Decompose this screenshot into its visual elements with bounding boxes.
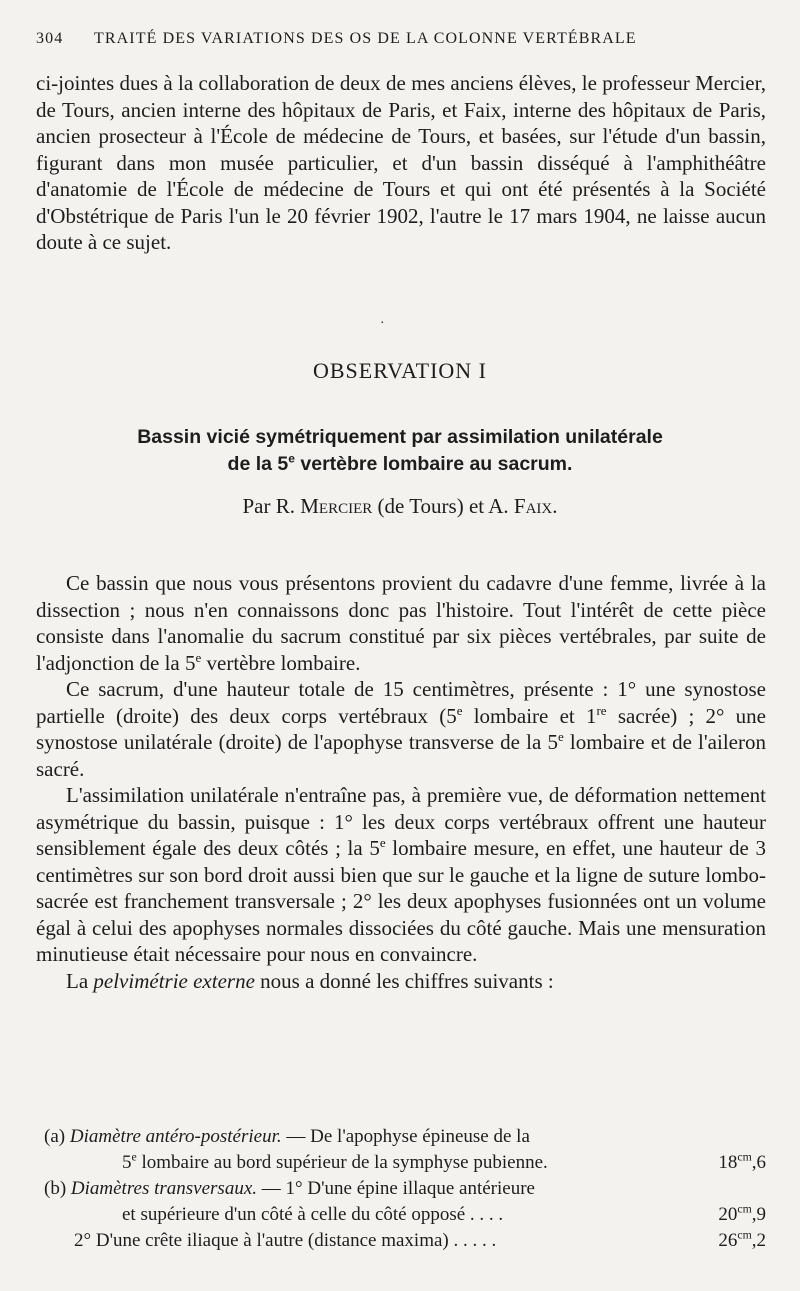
author-faix: Faix [513,494,553,518]
main-text-block [36,570,766,994]
paragraph-2 [36,676,766,782]
measurement-c [44,1228,766,1254]
page-number: 304 [36,30,64,47]
p2-sup-2: re [596,702,607,718]
by-text: Par R. [242,494,301,518]
p1-text-b: vertèbre lombaire. [201,650,361,675]
measurement-b-title: Diamètres transversaux. [70,1178,258,1199]
measurement-b-label: (b) [44,1178,71,1199]
subtitle-line-2 [80,451,720,478]
measurement-a-value [718,1150,766,1176]
measurement-a-cont-text: lombaire au bord supérieur de la symphyse pubienne. [136,1152,548,1173]
subtitle-superscript: e [288,451,295,466]
p2-text-a: Ce sacrum, d'une hauteur totale de 15 centimètres, présente : 1° une synostose partielle (droite) des deux corps vertébraux (5 [36,677,766,728]
author-mercier: Mercier [300,494,373,518]
p2-sup-1: e [456,702,463,718]
subtitle-line-2-start: de la 5 [227,453,289,475]
measurement-b [44,1176,766,1202]
measurement-a-label: (a) [44,1126,70,1147]
measurement-a-text: — De l'apophyse épineuse de la [281,1126,530,1147]
author-place: (de Tours) et A. [372,494,514,518]
measurement-a-title: Diamètre antéro-postérieur. [69,1126,282,1147]
subtitle-line-1: Bassin vicié symétriquement par assimilation unilatérale [137,426,663,448]
measurement-a-cont-start: 5 [122,1152,132,1173]
measurement-c-value-dec: ,2 [751,1230,766,1251]
p2-text-b: lombaire et 1 [462,703,597,728]
p3-text-b: lombaire mesure, en effet, une hauteur de 3 centimètres sur son bord droit aussi bien que sur le gauche et la ligne de suture lombo-sacrée est franchement transversale ; 2° les deux apophyses fusionnées ont un volume égal à celui des apophyses normales dissociées du côté gauche. Mais une mensuration minutieuse était nécessaire pour nous en convaincre. [36,836,766,966]
running-title: TRAITÉ DES VARIATIONS DES OS DE LA COLONNE VERTÉBRALE [94,30,637,47]
measurement-c-text: 2° D'une crête iliaque à l'autre (distance maxima) . . . . . [74,1230,497,1251]
paragraph-4 [36,968,766,995]
measurement-a-value-int: 18 [718,1152,738,1173]
measurement-b-value-int: 20 [718,1204,738,1225]
measurement-c-unit: cm [737,1228,752,1242]
measurement-b-continued [44,1202,766,1228]
running-header [36,30,766,48]
measurement-b-text: — 1° D'une épine illaque antérieure [257,1178,535,1199]
measurement-a-value-dec: ,6 [751,1152,766,1173]
measurement-list [44,1124,766,1254]
measurement-b-value-dec: ,9 [751,1204,766,1225]
measurement-b-cont-text: et supérieure d'un côté à celle du côté opposé . . . . [122,1204,504,1225]
p3-text-a: L'assimilation unilatérale n'entraîne pas, à première vue, de déformation nettement asymétrique du bassin, puisque : 1° les deux corps vertébraux offrent une hauteur sensiblement égale des deux côtés ; la 5 [36,783,766,860]
p3-sup: e [379,835,386,850]
measurement-c-value [718,1228,766,1254]
measurement-b-value [718,1202,766,1228]
paragraph-3 [36,782,766,968]
measurement-a-unit: cm [737,1150,752,1164]
p2-text-c: sacrée) ; 2° une synostose unilatérale (droite) de l'apophyse transverse de la 5 [36,703,766,754]
p4-text-a: La [66,968,94,993]
intro-paragraph: ci-jointes dues à la collaboration de deux de mes anciens élèves, le professeur Mercier, de Tours, ancien interne des hôpitaux de Paris, et Faix, interne des hôpitaux de Paris, ancien prosecteur à l'École de médecine de Tours, et basées, sur l'étude d'un bassin, figurant dans mon musée particulier, et d'un bassin disséqué à l'amphithéâtre d'anatomie de l'École de médecine de Tours et qui ont été présentés à la Société d'Obstétrique de Paris l'un le 20 février 1902, l'autre le 17 mars 1904, ne laisse aucun doute à ce sujet. [36,71,766,254]
p1-text-a: Ce bassin que nous vous présentons provient du cadavre d'une femme, livrée à la dissection ; nous n'en connaissons donc pas l'histoire. Tout l'intérêt de cette pièce consiste dans l'anomalie du sacrum constitué par six pièces vertébrales, par suite de l'adjonction de la 5 [36,571,766,675]
measurement-c-value-int: 26 [718,1230,738,1251]
measurement-a-continued [44,1150,766,1176]
intro-paragraph-block [36,70,766,256]
measurement-a [44,1124,766,1150]
stray-mark: · [380,316,385,331]
subtitle-line-2-end: vertèbre lombaire au sacrum. [294,453,573,475]
p2-text-d: lombaire et de l'aileron sacré. [36,730,766,781]
observation-subtitle [80,424,720,478]
p2-sup-3: e [557,729,564,744]
p4-italic: pelvimétrie externe [93,968,255,993]
p4-text-b: nous a donné les chiffres suivants : [254,968,554,993]
paragraph-1 [36,570,766,676]
measurement-b-unit: cm [737,1202,752,1216]
authors-line [0,494,800,519]
measurement-a-cont-sup: e [131,1150,137,1164]
authors-end: . [552,494,558,518]
observation-title: OBSERVATION I [312,358,487,383]
p1-sup: e [195,649,202,665]
